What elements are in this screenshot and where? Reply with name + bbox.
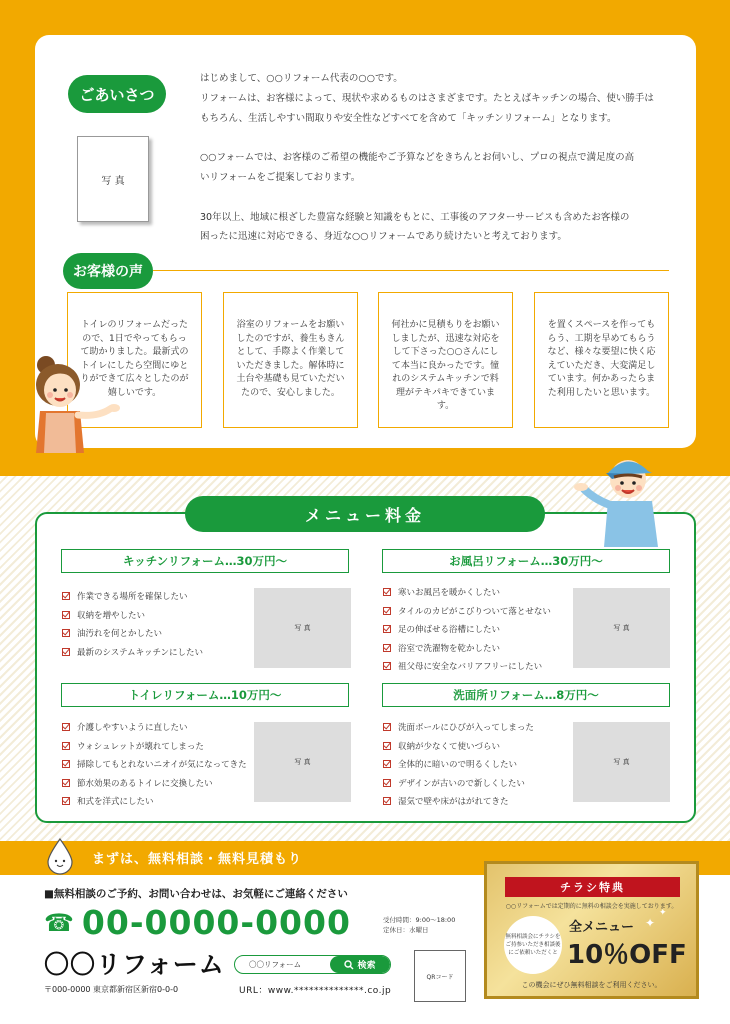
search-button-label: 検索 [357, 961, 376, 971]
search-box[interactable] [234, 955, 391, 974]
voice-card: を置くスペースを作ってもらう、工期を早めてもらうなど、様々な要望に快く応えていただき、大変満足しています。何かあったらまた利用したいと思います。 [534, 292, 669, 428]
greeting-text [200, 69, 670, 247]
greeting-line: はじめまして、○○リフォーム代表の○○です。 [200, 73, 403, 84]
checkbox-icon [383, 723, 391, 731]
greeting-line: 30年以上、地域に根ざした豊富な経験と知識をもとに、工事後のアフターサービスも含めたお客様の [200, 211, 630, 223]
phone-icon: ☎ [44, 908, 74, 937]
voice-card: トイレのリフォームだったので、1日でやってもらって助かりました。最新式のトイレにしたら空間にゆとりができて広々としたのが嬉しいです。 [67, 292, 202, 428]
list-item: 寒いお風呂を暖かくしたい [383, 583, 551, 602]
list-item: 湿気で壁や床がはがれてきた [383, 792, 534, 811]
list-item: 洗面ボールにひびが入ってしまった [383, 718, 534, 737]
checkbox-icon [383, 625, 391, 633]
bath-checklist [383, 583, 551, 676]
coupon-note: ○○リフォームでは定期的に無料の相談会を実施しております。 [505, 903, 678, 910]
business-hours [383, 915, 455, 935]
coupon-condition-badge: 無料相談会にチラシをご持参いただき相談後にご依頼いただくと [504, 916, 562, 974]
checkbox-icon [383, 742, 391, 750]
woman-illustration [28, 353, 128, 453]
phone-row[interactable] [44, 903, 351, 942]
website-url[interactable]: URL：www.**************.co.jp [239, 986, 392, 996]
list-item: 節水効果のあるトイレに交換したい [62, 774, 247, 793]
voices-title: お客様の声 [63, 253, 153, 289]
coupon-ribbon: チラシ特典 [505, 877, 680, 897]
list-item: ウォシュレットが壊れてしまった [62, 737, 247, 756]
bath-section-title: お風呂リフォーム…30万円～ [382, 549, 670, 573]
voice-card: 浴室のリフォームをお願いしたのですが、養生もきんとして、手際よく作業していただきました。解体時に土台や基礎も見ていただいたので、安心しました。 [223, 292, 358, 428]
list-item: 祖父母に安全なバリアフリーにしたい [383, 657, 551, 676]
company-name: 〇〇リフォーム [44, 950, 225, 979]
water-drop-icon [40, 836, 80, 876]
coupon-footer: この機会にぜひ無料相談をご利用ください。 [521, 981, 662, 989]
coupon-box [484, 861, 699, 999]
list-item: タイルのカビがこびりついて落とせない [383, 602, 551, 621]
checkbox-icon [62, 629, 70, 637]
list-item: 油汚れを何とかしたい [62, 624, 203, 643]
checkbox-icon [62, 797, 70, 805]
consultation-banner-text: まずは、無料相談・無料見積もり [92, 852, 303, 867]
search-icon [344, 960, 354, 970]
list-item: デザインが古いので新しくしたい [383, 774, 534, 793]
contact-lead: ■無料相談のご予約、お問い合わせは、お気軽にご連絡ください [44, 888, 348, 900]
list-item: 浴室で洗濯物を乾かしたい [383, 639, 551, 658]
checkbox-icon [383, 779, 391, 787]
kitchen-checklist [62, 587, 203, 661]
list-item: 和式を洋式にしたい [62, 792, 247, 811]
search-button[interactable] [330, 956, 390, 973]
checkbox-icon [383, 607, 391, 615]
kitchen-photo: 写 真 [254, 588, 351, 668]
washroom-checklist [383, 718, 534, 811]
address: 〒000-0000 東京都新宿区新宿0-0-0 [44, 985, 179, 994]
closed-day-text: 定休日：水曜日 [383, 926, 429, 934]
checkbox-icon [62, 592, 70, 600]
checkbox-icon [383, 644, 391, 652]
greeting-title: ごあいさつ [68, 75, 166, 113]
greeting-line: 困ったに迅速に対応できる、身近な○○リフォームであり続けたいと考えております。 [200, 231, 567, 243]
greeting-line: リフォームは、お客様によって、現状や求めるものはさまざまです。たとえばキッチンの場合、使い勝手は [200, 92, 654, 104]
checkbox-icon [383, 760, 391, 768]
checkbox-icon [62, 779, 70, 787]
washroom-photo: 写 真 [573, 722, 670, 802]
list-item: 全体的に暗いので明るくしたい [383, 755, 534, 774]
checkbox-icon [62, 611, 70, 619]
washroom-section-title: 洗面所リフォーム…8万円～ [382, 683, 670, 707]
list-item: 介護しやすいように直したい [62, 718, 247, 737]
voice-card: 何社かに見積もりをお願いしましたが、迅速な対応をして下さった○○さんにして本当に良かったです。憧れのシステムキッチンで料理がテキパキできています。 [378, 292, 513, 428]
qr-code[interactable]: QRコード [414, 950, 466, 1002]
greeting-card [35, 35, 696, 448]
sparkle-icon: ✦ [659, 908, 667, 918]
phone-number[interactable]: 00-0000-0000 [81, 903, 351, 942]
search-input[interactable]: 〇〇リフォーム [249, 960, 302, 969]
checkbox-icon [62, 742, 70, 750]
hours-text: 受付時間：9:00～18:00 [383, 916, 456, 924]
list-item: 最新のシステムキッチンにしたい [62, 643, 203, 662]
checkbox-icon [62, 723, 70, 731]
checkbox-icon [383, 797, 391, 805]
kitchen-section-title: キッチンリフォーム…30万円～ [61, 549, 349, 573]
representative-photo: 写 真 [77, 136, 149, 222]
list-item: 収納を増やしたい [62, 606, 203, 625]
sparkle-icon: ✦ [645, 916, 656, 930]
divider [153, 270, 669, 271]
list-item: 作業できる場所を確保したい [62, 587, 203, 606]
greeting-line: もちろん、生活しやすい間取りや安全性などすべてを含めて「キッチンリフォーム」となります。 [200, 112, 617, 124]
coupon-all-menu: 全メニュー [569, 920, 635, 935]
bath-photo: 写 真 [573, 588, 670, 668]
checkbox-icon [62, 648, 70, 656]
checkbox-icon [383, 588, 391, 596]
greeting-line: ○○フォームでは、お客様のご希望の機能やご予算などをきちんとお伺いし、プロの視点で満足度の高 [200, 152, 635, 164]
toilet-section-title: トイレリフォーム…10万円～ [61, 683, 349, 707]
toilet-checklist [62, 718, 247, 811]
menu-title: メニュー料金 [185, 496, 545, 532]
list-item: 掃除してもとれないニオイが気になってきた [62, 755, 247, 774]
checkbox-icon [62, 760, 70, 768]
worker-illustration [572, 447, 662, 547]
greeting-line: いリフォームをご提案しております。 [200, 171, 361, 183]
checkbox-icon [383, 662, 391, 670]
toilet-photo: 写 真 [254, 722, 351, 802]
coupon-discount: 10％OFF [567, 940, 687, 970]
list-item: 足の伸ばせる浴槽にしたい [383, 620, 551, 639]
list-item: 収納が少なくて使いづらい [383, 737, 534, 756]
